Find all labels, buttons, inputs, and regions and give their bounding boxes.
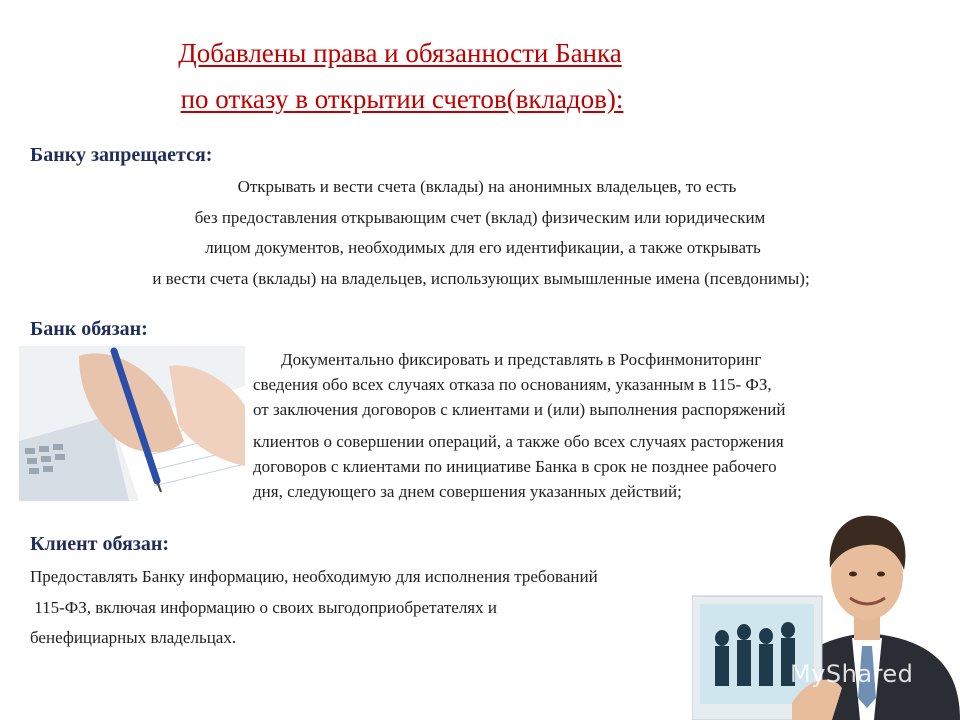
bank-obliged-text (253, 347, 786, 504)
bank-forbidden-text (0, 172, 960, 294)
text-line: 115-ФЗ, включая информацию о своих выгодоприобретателях и (30, 597, 497, 617)
client-obliged-text (30, 562, 598, 654)
watermark: MyShared (790, 660, 914, 688)
text-line: Документально фиксировать и представлять в Росфинмониторинг (281, 350, 762, 369)
slide-title-line1: Добавлены права и обязанности Банка (178, 38, 622, 68)
text-line: лицом документов, необходимых для его идентификации, а также открывать (205, 238, 761, 257)
text-line: Предоставлять Банку информацию, необходимую для исполнения требований (30, 567, 598, 586)
text-line: клиентов о совершении операций, а также обо всех случаях расторжения (253, 432, 784, 451)
text-line: дня, следующего за днем совершения указанных действий; (253, 482, 682, 501)
text-line: от заключения договоров с клиентами и (или) выполнения распоряжений (253, 400, 786, 419)
heading-bank-forbidden: Банку запрещается: (30, 144, 213, 166)
text-line: без предоставления открывающим счет (вклад) физическим или юридическим (194, 207, 766, 227)
slide-title-line2: по отказу в открытии счетов(вкладов): (180, 84, 624, 114)
text-line: и вести счета (вклады) на владельцев, использующих вымышленные имена (псевдонимы); (152, 268, 810, 288)
writing-hand-photo (19, 346, 245, 501)
text-line: договоров с клиентами по инициативе Банка в срок не позднее рабочего (253, 457, 777, 476)
text-line: бенефициарных владельцах. (30, 628, 237, 647)
heading-client-obliged: Клиент обязан: (30, 533, 170, 555)
writing-hand-illustration (19, 346, 245, 501)
text-line: сведения обо всех случаях отказа по основаниям, указанным в 115- ФЗ, (253, 375, 772, 394)
text-line: Открывать и вести счета (вклады) на анонимных владельцев, то есть (237, 177, 737, 196)
heading-bank-obliged: Банк обязан: (30, 318, 148, 340)
